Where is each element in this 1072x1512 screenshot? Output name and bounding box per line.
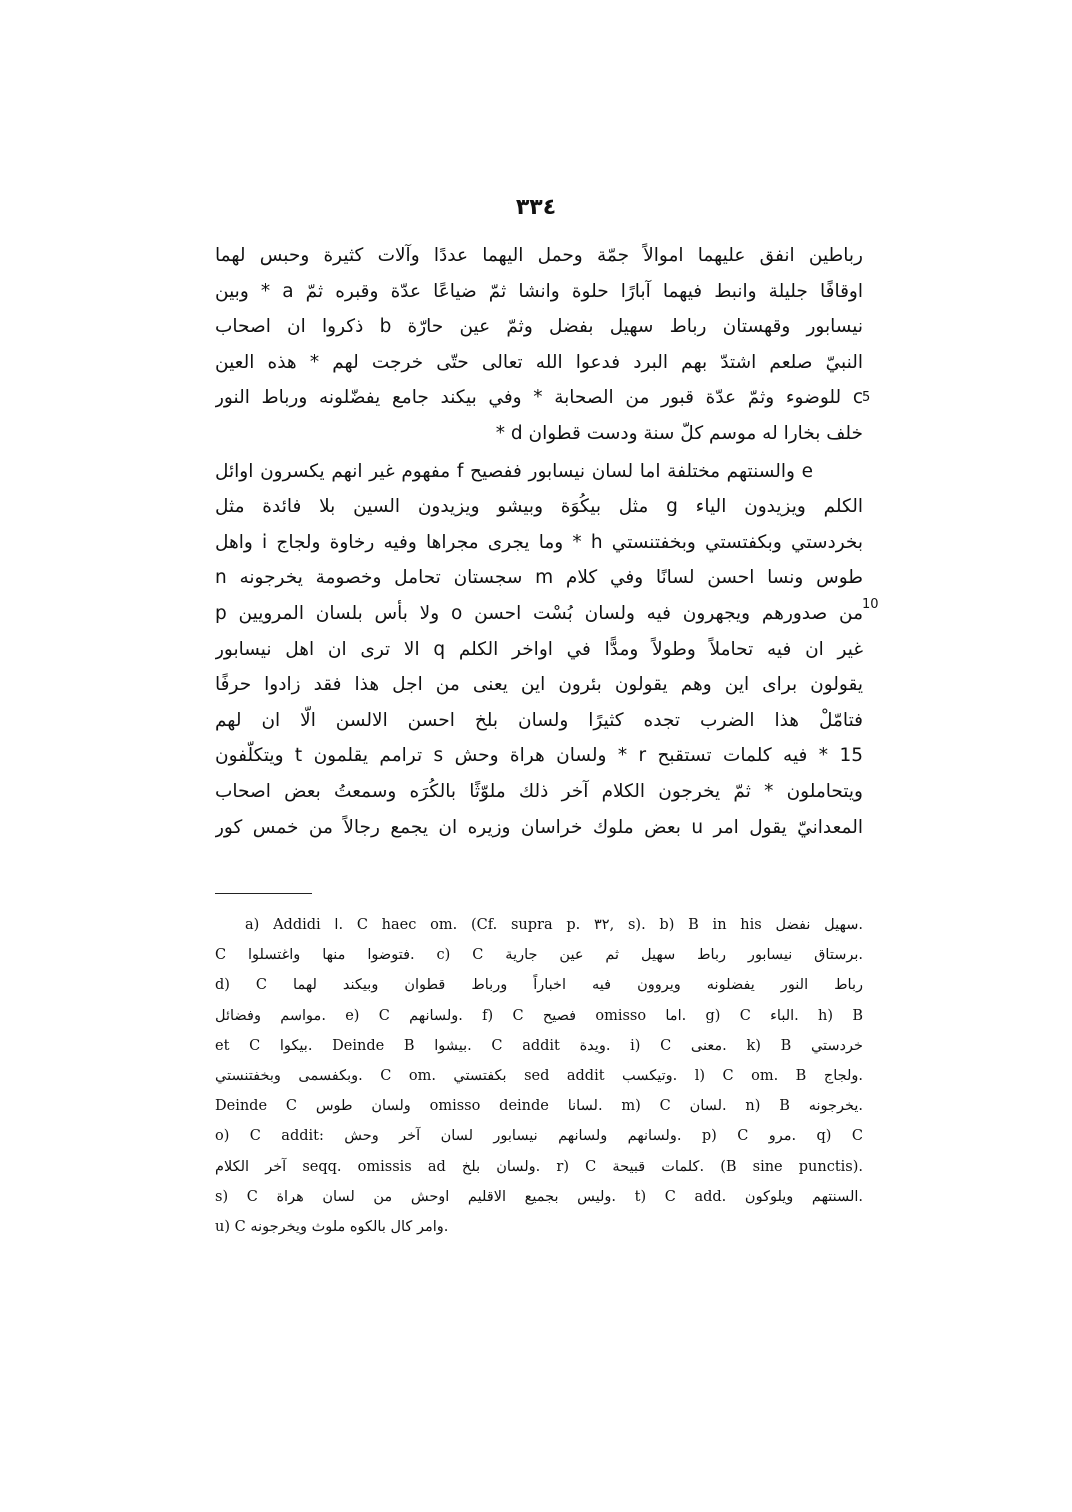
footnote-line: مواسم وفضائل. e) C ولسانهم. f) C فصيح omisso اما. g) C الباء. h) B xyxy=(215,1007,863,1024)
text-line: رباطين انفق عليهما اموالاً جمّة وحمل اليهما عددًا وآلات كثيرة وحبس لهما xyxy=(215,245,863,266)
footnote-line: وبكفسمى وبخفتنستي. C om. بكفتستي sed addit وتيكسب. l) C om. B ولجاج. xyxy=(215,1067,863,1084)
margin-line-number: 5 xyxy=(862,390,871,405)
footnote-separator xyxy=(215,893,312,894)
footnote-line: o) C addit: ولسانهم ولسانهم نيسابور لسان آخر وحش. p) C مرو. q) C xyxy=(215,1128,863,1145)
footnotes-block xyxy=(215,910,863,1242)
text-line: اوقافًا جليلة وانبط فيهما آبارًا حلوة وانشا ثمّ ضياعًا عدّة وقبره ثمّ a * وبين xyxy=(215,280,863,302)
text-line: المعدانيّ يقول امر u بعض ملوك خراسان وزيره ان يجمع رجالاً من خمس كور xyxy=(215,816,863,838)
footnote-line: C فتوضوا منها واغتسلوا. c) C برستاق نيسابور رباط سهيل ثم عين جارية. xyxy=(215,947,863,964)
text-line: ويتحاملون * ثمّ يخرجون الكلام آخر ذلك ملوّثًا بالكُرَه وسمعتُ بعض اصحاب xyxy=(215,780,863,802)
footnote-line: a) Addidi ﺍ. C haec om. (Cf. supra p. ٣٢, s). b) B in his سهيل نفضل. xyxy=(245,917,863,933)
page-number: ٣٣٤ xyxy=(515,195,557,220)
text-line: يقولون براى اين وهم يقولون بئرون اين يعنى من اجل هذا فقد زادوا حرفًا xyxy=(215,674,863,696)
footnote-line: s) C وليس بجميع الاقليم اوحش من لسان هراة. t) C add. السنتهم ويلوكون. xyxy=(215,1188,863,1205)
margin-line-number: 10 xyxy=(862,597,879,612)
footnote-line: Deinde C ولسان طوس omisso deinde لسانا. m) C لسان. n) B يخرجونه. xyxy=(215,1098,863,1115)
text-line: فتامّلْ هذا الضرب تجده كثيرًا ولسان بلخ احسن الالسن الّا ان لهم xyxy=(215,709,863,731)
footnote-line: آخر الكلام seqq. omissis ad ولسان بلخ. r) C كلمات قبيحة. (B sine punctis). xyxy=(215,1158,863,1175)
text-line: c للوضوء وثمّ عدّة قبور من الصحابة * وفي بيكند جامع يفضّلونه ورباط النور xyxy=(215,387,863,409)
text-line: الكلم ويزيدون الياء g مثل بيكُوَة وبيشو ويزيدون السين بلا فائدة مثل xyxy=(215,496,863,518)
text-line: نيسابور وقهستان رباط سهيل بفضل وثمّ عين حارّة b ذكروا ان اصحاب xyxy=(215,316,863,338)
text-line: خلف بخارا له موسم كلّ سنة ودست قطوان d * xyxy=(495,422,863,444)
text-line: e والسنتهم مختلفة اما لسان نيسابور ففصيح f مفهوم غير انهم يكسرون اوائل xyxy=(215,460,813,482)
text-line: غير ان فيه تحاملاً وطولاً ومدًّا في اواخر الكلم q الا ترى ان اهل نيسابور xyxy=(215,638,863,660)
text-line: 15 * فيه كلمات تستقبح r * ولسان هراة وحش s ترامم يقلمون t ويتكلّفون xyxy=(215,745,863,767)
text-line: بخردستي وبكفتستي وبخفتنستي h * وما يجرى مجراها وفيه رخاوة ولجاج i واهل xyxy=(215,531,863,553)
main-text-block xyxy=(215,238,863,845)
text-line: النبيّ صلعم اشتدّ بهم البرد فدعوا الله تعالى حتّى خرجت لهم * هذه العين xyxy=(215,351,863,373)
footnote-line: d) C رباط النور يفضلونه ويروون فيه اخباراً ورباط قطوان وبيكند لهما xyxy=(215,977,863,994)
footnote-line: et C بيكوا. Deinde B بيشوا. C addit ويدة. i) C معنى. k) B خردستي xyxy=(215,1037,863,1054)
text-line: طوس ونسا احسن لسانًا وفي كلام m سجستان تحامل وخصومة يخرجونه n xyxy=(215,567,863,589)
footnote-line: u) C وامر كال بالكوه ملوث ويخرجونه. xyxy=(215,1218,449,1235)
text-line: من صدورهم ويجهرون فيه ولسان بُسْت احسن o ولا بأس بلسان المرويين p xyxy=(215,602,863,624)
